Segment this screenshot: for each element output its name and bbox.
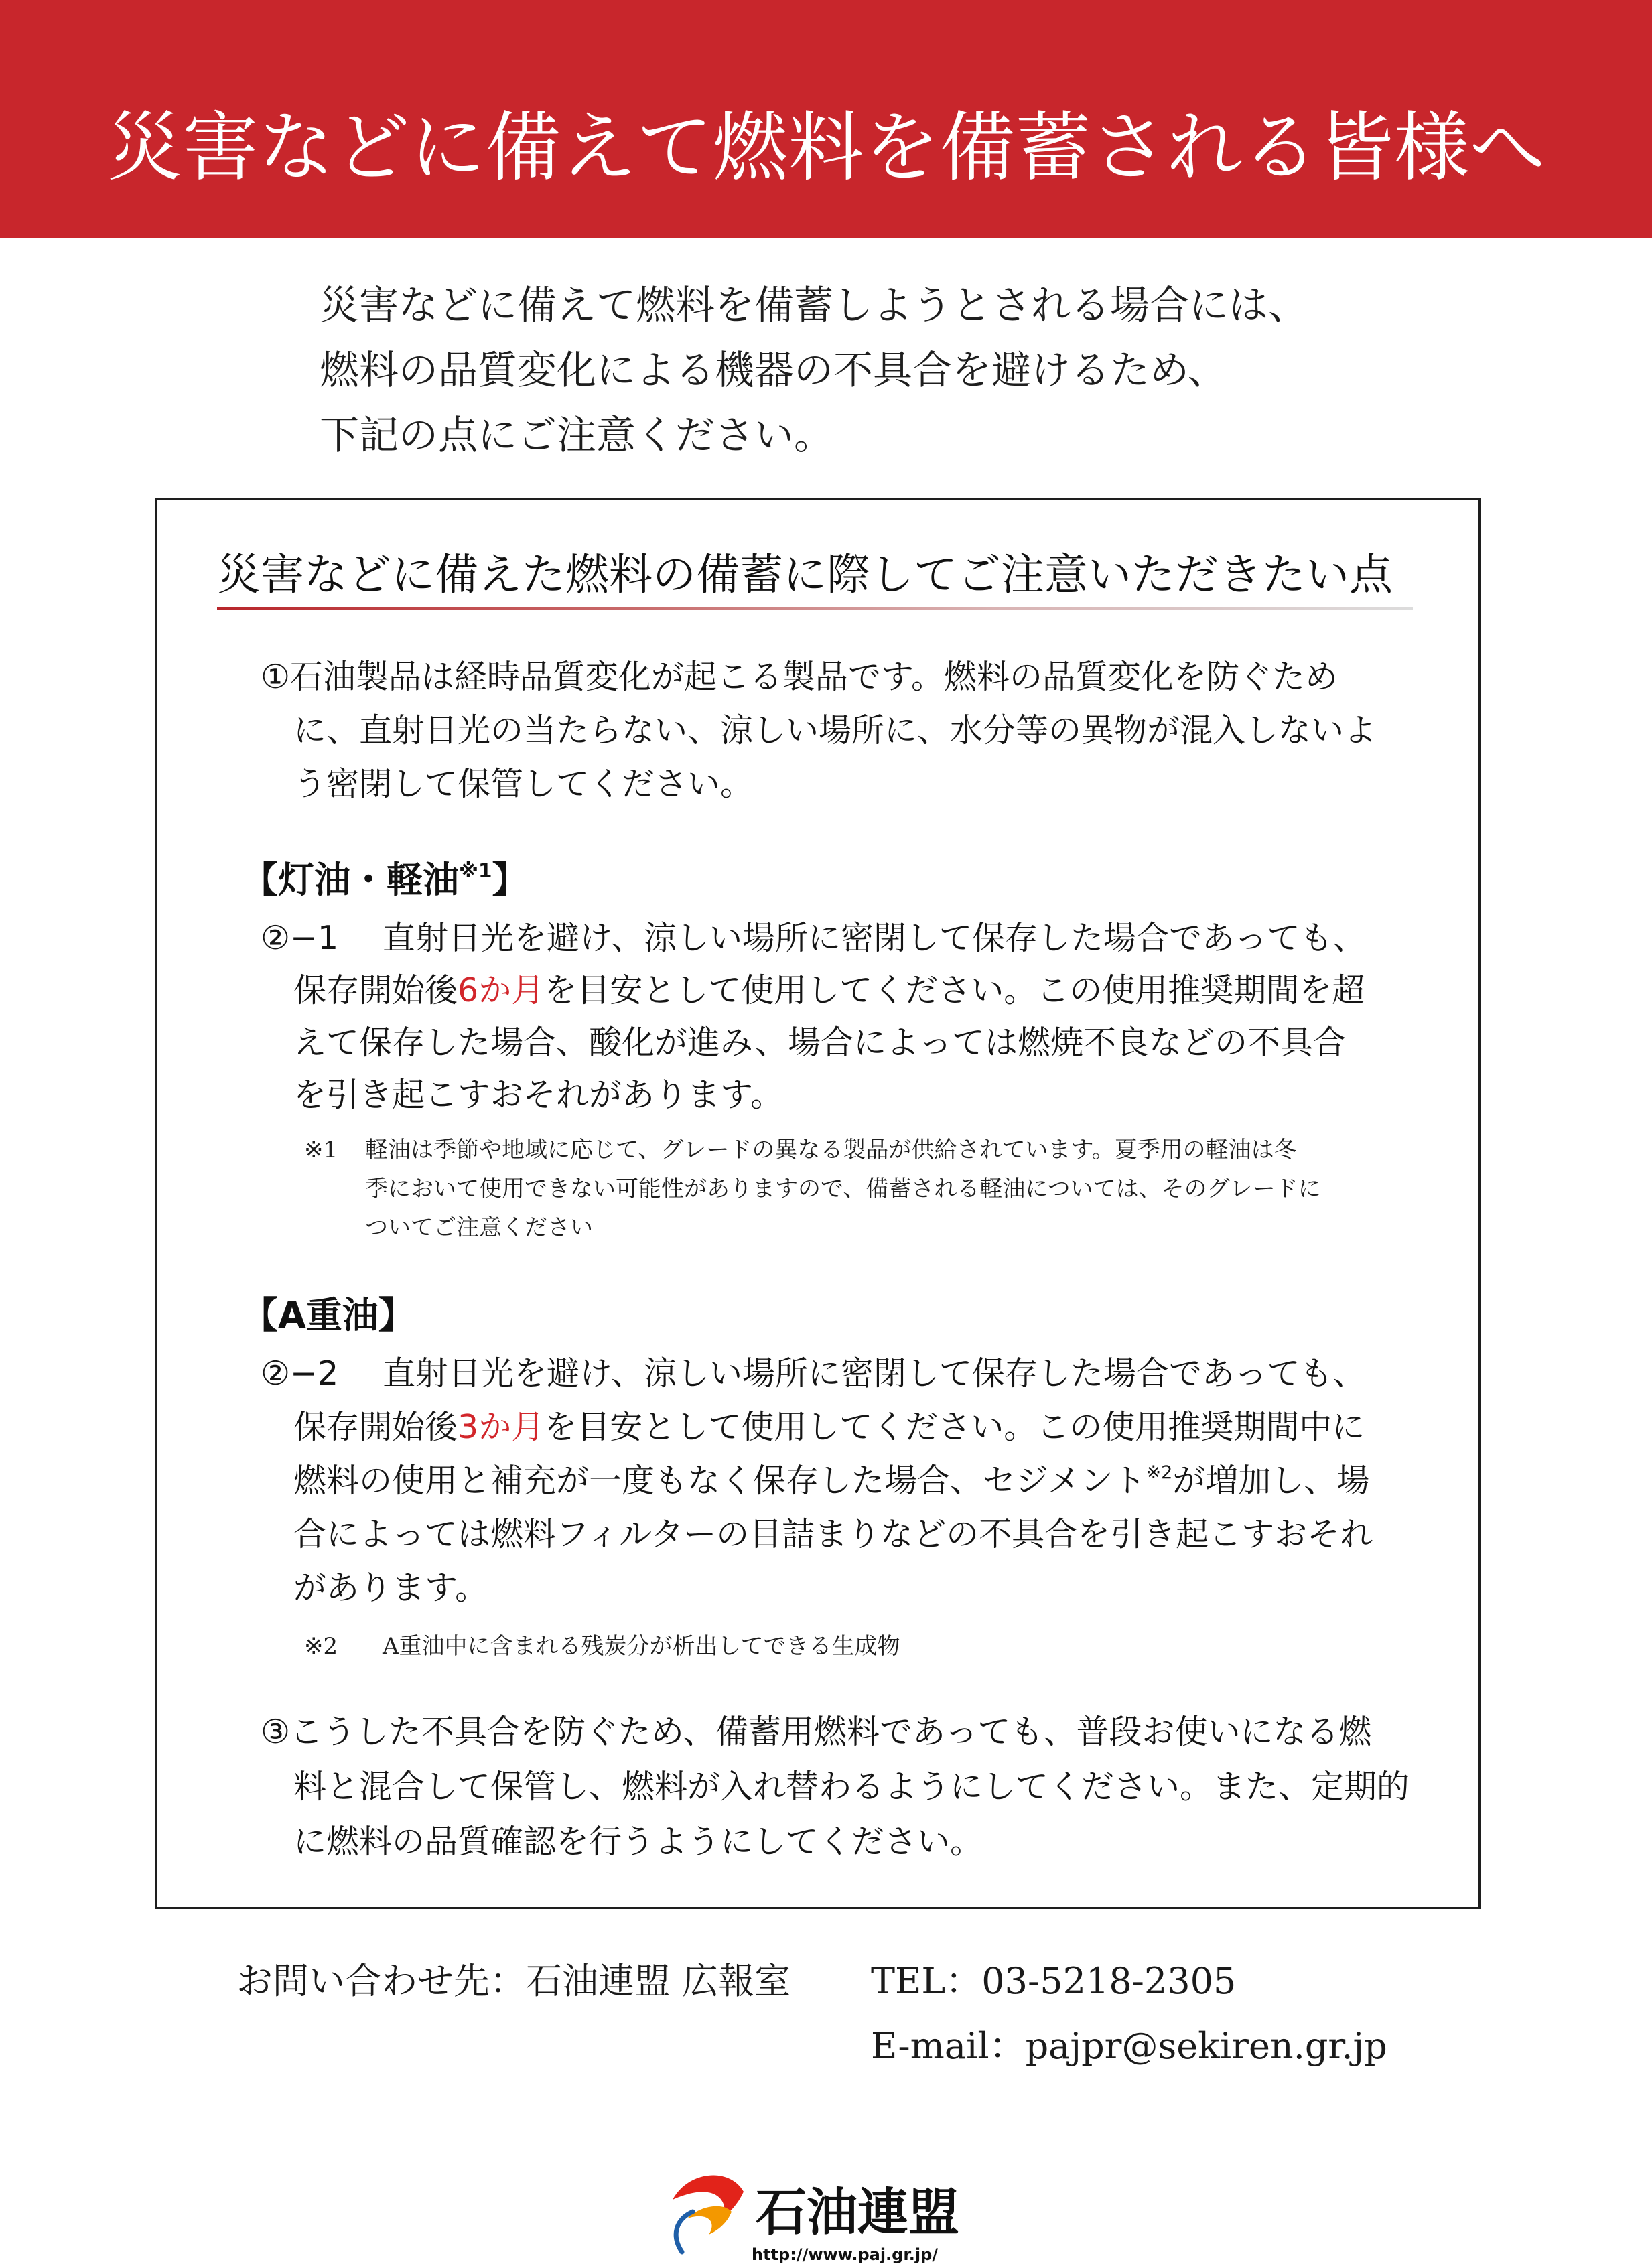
logo-blue-swoosh xyxy=(676,2212,693,2252)
section-label-a-heavy-oil: 【A重油】 xyxy=(242,1294,415,1336)
item1-line: に、直射日光の当たらない、涼しい場所に、水分等の異物が混入しないよ xyxy=(293,711,1377,750)
item-text: 燃料の使用と補充が一度もなく保存した場合、セジメント xyxy=(293,1462,1146,1500)
notice-box-heading: 災害などに備えた燃料の備蓄に際してご注意いただきたい点 xyxy=(217,550,1393,600)
item2-2-line xyxy=(261,1454,1373,1508)
notice-item-3 xyxy=(261,1705,1409,1869)
logo-url: http://www.paj.gr.jp/ xyxy=(752,2245,939,2264)
section-label-kerosene-diesel xyxy=(242,857,529,904)
item1-line: ①石油製品は経時品質変化が起こる製品です。燃料の品質変化を防ぐため xyxy=(261,658,1338,696)
footnote-line: 軽油は季節や地域に応じて、グレードの異なる製品が供給されています。夏季用の軽油は冬 xyxy=(365,1137,1297,1163)
contact-email: E-mail：pajpr@sekiren.gr.jp xyxy=(871,2025,1387,2067)
intro-line: 災害などに備えて燃料を備蓄しようとされる場合には、 xyxy=(320,282,1308,328)
notice-item-2-1 xyxy=(261,912,1366,1121)
section-label-close: 】 xyxy=(492,859,529,901)
intro-paragraph xyxy=(320,273,1308,468)
contact-tel: TEL：03-5218-2305 xyxy=(871,1960,1237,2002)
item3-line: ③こうした不具合を防ぐため、備蓄用燃料であっても、普段お使いになる燃 xyxy=(261,1713,1372,1751)
footnote-body xyxy=(365,1131,1321,1247)
footnote-mark: ※2 xyxy=(304,1633,338,1660)
item3-line: 料と混合して保管し、燃料が入れ替わるようにしてください。また、定期的 xyxy=(293,1768,1410,1806)
footnote-ref: ※1 xyxy=(459,859,492,883)
item-text: が増加し、場 xyxy=(1172,1462,1370,1500)
item-text: 保存開始後 xyxy=(293,1408,458,1446)
item2-1-line xyxy=(261,965,1366,1017)
item-text: 直射日光を避け、涼しい場所に密閉して保存した場合であっても、 xyxy=(383,919,1366,957)
logo-wordmark: 石油連盟 xyxy=(756,2182,959,2242)
heading-underline xyxy=(217,607,1413,610)
item2-2-line: 合によっては燃料フィルターの目詰まりなどの不具合を引き起こすおそれ xyxy=(293,1515,1373,1553)
footnote-line: A重油中に含まれる残炭分が析出してできる生成物 xyxy=(383,1633,900,1660)
paj-swoosh-logo-icon xyxy=(662,2165,746,2255)
item-number: ②−2 xyxy=(261,1354,339,1393)
footnote-ref: ※2 xyxy=(1146,1462,1173,1483)
item2-1-line: えて保存した場合、酸化が進み、場合によっては燃焼不良などの不具合 xyxy=(293,1023,1346,1062)
notice-item-1 xyxy=(261,650,1377,811)
footnote-line: 季において使用できない可能性がありますので、備蓄される軽油については、そのグレードに xyxy=(365,1176,1321,1202)
footnote-line: ついてご注意ください xyxy=(365,1214,593,1241)
item-text: 保存開始後 xyxy=(293,971,458,1009)
item2-1-line: を引き起こすおそれがあります。 xyxy=(293,1076,784,1114)
section-label-text: 【灯油・軽油 xyxy=(242,859,459,901)
footnote-body xyxy=(383,1627,900,1666)
footnote-mark: ※1 xyxy=(304,1137,338,1163)
header-banner xyxy=(0,0,1652,238)
intro-line: 燃料の品質変化による機器の不具合を避けるため、 xyxy=(320,347,1227,393)
contact-label: お問い合わせ先：石油連盟 広報室 xyxy=(236,1960,791,2002)
intro-line: 下記の点にご注意ください。 xyxy=(320,412,834,458)
item3-line: に燃料の品質確認を行うようにしてください。 xyxy=(293,1823,983,1861)
item-text: を目安として使用してください。この使用推奨期間を超 xyxy=(544,971,1365,1009)
item2-2-line xyxy=(261,1347,1373,1401)
item1-line: う密閉して保管してください。 xyxy=(293,765,754,803)
item2-1-line xyxy=(261,912,1366,965)
item-text: 直射日光を避け、涼しい場所に密閉して保存した場合であっても、 xyxy=(383,1354,1366,1393)
item2-2-line xyxy=(261,1401,1373,1454)
storage-period-highlight: 3か月 xyxy=(458,1408,545,1446)
item-number: ②−1 xyxy=(261,919,339,957)
page-title: 災害などに備えて燃料を備蓄される皆様へ xyxy=(107,103,1545,192)
item-text: を目安として使用してください。この使用推奨期間中に xyxy=(544,1408,1365,1446)
item2-2-line: があります。 xyxy=(293,1569,488,1607)
notice-box xyxy=(155,498,1481,1909)
storage-period-highlight: 6か月 xyxy=(458,971,545,1009)
footnote-1 xyxy=(304,1131,1321,1247)
footnote-2 xyxy=(304,1627,900,1666)
notice-item-2-2 xyxy=(261,1347,1373,1615)
